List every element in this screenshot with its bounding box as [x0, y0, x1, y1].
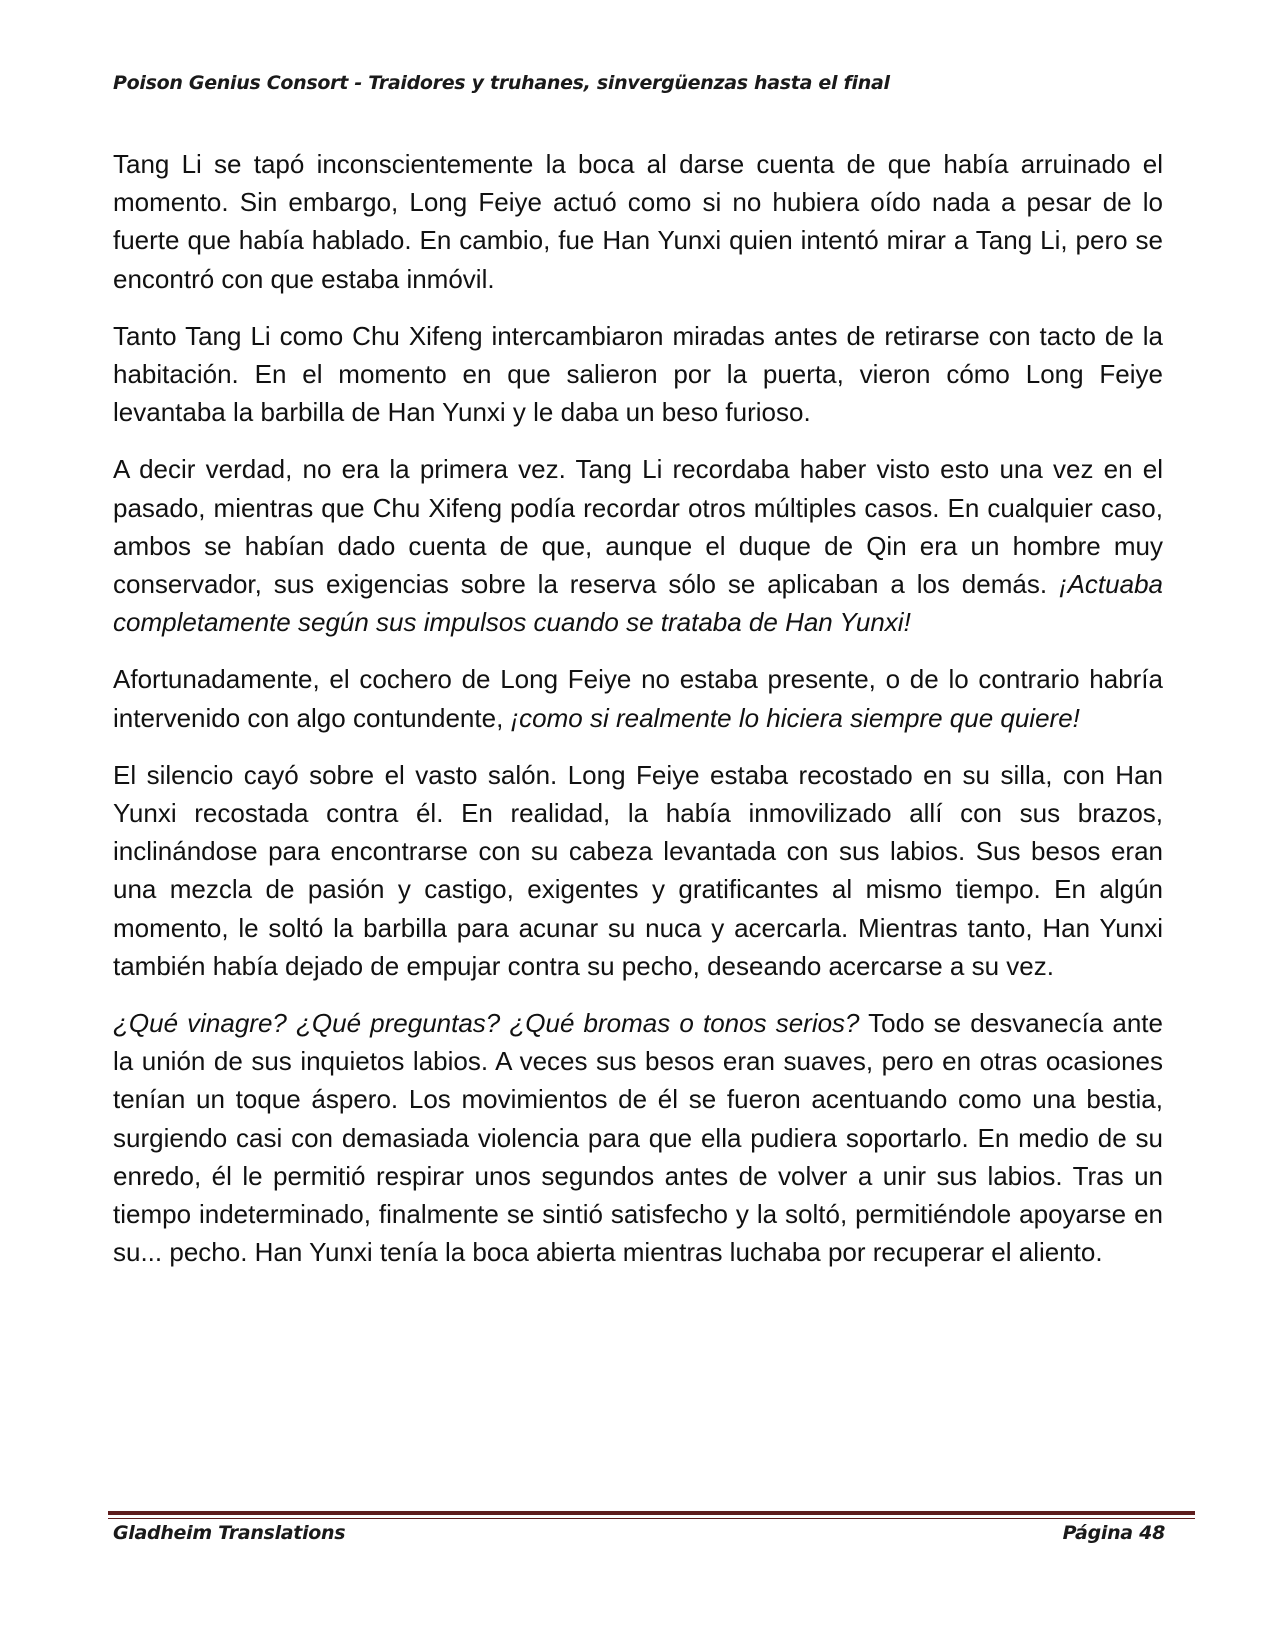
footer-translator: Gladheim Translations [113, 1522, 346, 1544]
paragraph [113, 660, 1163, 736]
footer-page-number: Página 48 [1062, 1522, 1165, 1544]
paragraph-emphasis: ¡como si realmente lo hiciera siempre que quiere! [510, 702, 1080, 733]
paragraph [113, 1004, 1163, 1271]
document-body [113, 145, 1163, 1271]
paragraph [113, 317, 1163, 432]
paragraph-text: Tang Li se tapó inconscientemente la boca al darse cuenta de que había arruinado el momento. Sin embargo, Long Feiye actuó como si no hubiera oído nada a pesar de lo fuerte que había hablado. En cambio, fue Han Yunxi quien intentó mirar a Tang Li, pero se encontró con que estaba inmóvil. [113, 149, 1163, 294]
paragraph-emphasis: ¿Qué vinagre? ¿Qué preguntas? ¿Qué bromas o tonos serios? [113, 1008, 860, 1039]
paragraph [113, 756, 1163, 985]
paragraph [113, 145, 1163, 298]
paragraph-text: Tanto Tang Li como Chu Xifeng intercambiaron miradas antes de retirarse con tacto de la habitación. En el momento en que salieron por la puerta, vieron cómo Long Feiye levantaba la barbilla de Han Yunxi y le daba un beso furioso. [113, 320, 1163, 428]
paragraph-text: El silencio cayó sobre el vasto salón. Long Feiye estaba recostado en su silla, con Han Yunxi recostada contra él. En realidad, la había inmovilizado allí con sus brazos, inclinándose para encontrarse con su cabeza levantada con sus labios. Sus besos eran una mezcla de pasión y castigo, exigentes y gratificantes al mismo tiempo. En algún momento, le soltó la barbilla para acunar su nuca y acercarla. Mientras tanto, Han Yunxi también había dejado de empujar contra su pecho, deseando acercarse a su vez. [113, 759, 1163, 981]
paragraph-text: A decir verdad, no era la primera vez. Tang Li recordaba haber visto esto una vez en el pasado, mientras que Chu Xifeng podía recordar otros múltiples casos. En cualquier caso, ambos se habían dado cuenta de que, aunque el duque de Qin era un hombre muy conservador, sus exigencias sobre la reserva sólo se aplicaban a los demás. [113, 454, 1163, 600]
paragraph [113, 450, 1163, 641]
paragraph-emphasis: ¡Actuaba completamente según sus impulsos cuando se trataba de Han Yunxi! [113, 569, 1163, 638]
footer-divider-thin [108, 1518, 1195, 1519]
paragraph-text: Afortunadamente, el cochero de Long Feiye no estaba presente, o de lo contrario habría intervenido con algo contundente, [113, 664, 1163, 733]
paragraph-text: Todo se desvanecía ante la unión de sus inquietos labios. A veces sus besos eran suaves, pero en otras ocasiones tenían un toque áspero. Los movimientos de él se fueron acentuando como una bestia, surgiendo casi con demasiada violencia para que ella pudiera soportarlo. En medio de su enredo, él le permitió respirar unos segundos antes de volver a unir sus labios. Tras un tiempo indeterminado, finalmente se sintió satisfecho y la soltó, permitiéndole apoyarse en su... pecho. Han Yunxi tenía la boca abierta mientras luchaba por recuperar el aliento. [113, 1008, 1163, 1268]
footer-divider [108, 1511, 1195, 1515]
page-header-title: Poison Genius Consort - Traidores y truhanes, sinvergüenzas hasta el final [113, 72, 890, 94]
